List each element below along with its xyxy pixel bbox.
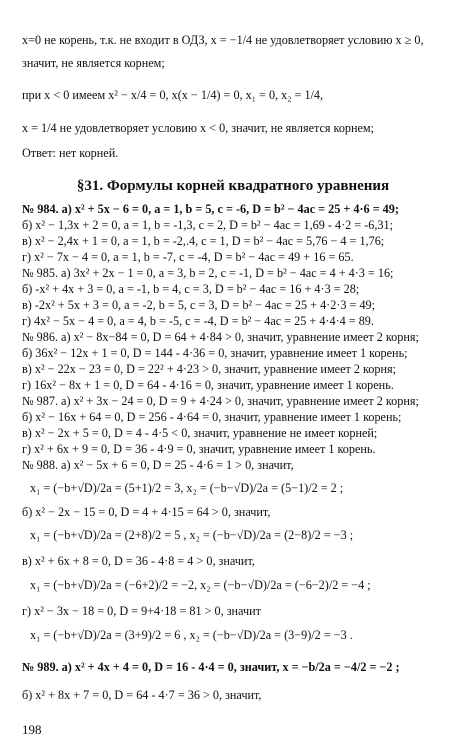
section-title: §31. Формулы корней квадратного уравнения <box>76 178 390 194</box>
answer-line: Ответ: нет корней. <box>22 146 119 160</box>
problem-987-d: г) x² + 6x + 9 = 0, D = 36 - 4·9 = 0, значит, уравнение имеет 1 корень. <box>22 442 376 456</box>
problem-986-b: б) 36x² − 12x + 1 = 0, D = 144 - 4·36 = 0, значит, уравнение имеет 1 корень; <box>22 346 408 360</box>
problem-987-a: № 987. а) x² + 3x − 24 = 0, D = 9 + 4·24 > 0, значит, уравнение имеет 2 корня; <box>22 394 419 408</box>
problem-987-c: в) x² − 2x + 5 = 0, D = 4 - 4·5 < 0, значит, уравнение не имеет корней; <box>22 426 378 440</box>
problem-984-a: № 984. а) x² + 5x − 6 = 0, a = 1, b = 5, c = -6, D = b² − 4ac = 25 + 4·6 = 49; <box>22 202 399 216</box>
problem-989-a: № 989. а) x² + 4x + 4 = 0, D = 16 - 4·4 = 0, значит, x = −b/2a = −4/2 = −2 ; <box>22 660 400 674</box>
problem-985-d: г) 4x² − 5x − 4 = 0, a = 4, b = -5, c = -4, D = b² − 4ac = 25 + 4·4·4 = 89. <box>22 314 374 328</box>
intro-line-1: x=0 не корень, т.к. не входит в ОДЗ, x = −1/4 не удовлетворяет условию x ≥ 0, <box>22 33 424 47</box>
problem-988-d-roots: x₁ = (−b+√D)/2a = (3+9)/2 = 6 , x₂ = (−b−√D)/2a = (3−9)/2 = −3 . <box>30 628 353 642</box>
problem-988-a-roots: x₁ = (−b+√D)/2a = (5+1)/2 = 3, x₂ = (−b−√D)/2a = (5−1)/2 = 2 ; <box>30 481 344 495</box>
problem-986-a: № 986. а) x² − 8x−84 = 0, D = 64 + 4·84 > 0, значит, уравнение имеет 2 корня; <box>22 330 419 344</box>
problem-985-c: в) -2x² + 5x + 3 = 0, a = -2, b = 5, c = 3, D = b² − 4ac = 25 + 4·2·3 = 49; <box>22 298 376 312</box>
problem-989-b: б) x² + 8x + 7 = 0, D = 64 - 4·7 = 36 > 0, значит, <box>22 688 262 702</box>
page-number: 198 <box>22 722 42 737</box>
problem-988-c-roots: x₁ = (−b+√D)/2a = (−6+2)/2 = −2, x₂ = (−b−√D)/2a = (−6−2)/2 = −4 ; <box>30 578 371 592</box>
intro-line-2: значит, не является корнем; <box>22 56 165 70</box>
problem-985-b: б) -x² + 4x + 3 = 0, a = -1, b = 4, c = 3, D = b² − 4ac = 16 + 4·3 = 28; <box>22 282 360 296</box>
problem-985-a: № 985. а) 3x² + 2x − 1 = 0, a = 3, b = 2, c = -1, D = b² − 4ac = 4 + 4·3 = 16; <box>22 266 394 280</box>
intro-line-4: x = 1/4 не удовлетворяет условию x < 0, значит, не является корнем; <box>22 121 375 135</box>
problem-988-b: б) x² − 2x − 15 = 0, D = 4 + 4·15 = 64 > 0, значит, <box>22 505 271 519</box>
problem-987-b: б) x² − 16x + 64 = 0, D = 256 - 4·64 = 0, значит, уравнение имеет 1 корень; <box>22 410 402 424</box>
problem-988-b-roots: x₁ = (−b+√D)/2a = (2+8)/2 = 5 , x₂ = (−b−√D)/2a = (2−8)/2 = −3 ; <box>30 528 354 542</box>
problem-988-d: г) x² − 3x − 18 = 0, D = 9+4·18 = 81 > 0, значит <box>22 604 261 618</box>
problem-984-c: в) x² − 2,4x + 1 = 0, a = 1, b = -2,.4, c = 1, D = b² − 4ac = 5,76 − 4 = 1,76; <box>22 234 385 248</box>
problem-986-d: г) 16x² − 8x + 1 = 0, D = 64 - 4·16 = 0, значит, уравнение имеет 1 корень. <box>22 378 394 392</box>
problem-988-a: № 988. а) x² − 5x + 6 = 0, D = 25 - 4·6 = 1 > 0, значит, <box>22 458 294 472</box>
intro-line-3: при x < 0 имеем x² − x/4 = 0, x(x − 1/4) = 0, x₁ = 0, x₂ = 1/4, <box>22 88 324 102</box>
problem-986-c: в) x² − 22x − 23 = 0, D = 22² + 4·23 > 0, значит, уравнение имеет 2 корня; <box>22 362 397 376</box>
problem-988-c: в) x² + 6x + 8 = 0, D = 36 - 4·8 = 4 > 0, значит, <box>22 554 255 568</box>
problem-984-b: б) x² − 1,3x + 2 = 0, a = 1, b = -1,3, c = 2, D = b² − 4ac = 1,69 - 4·2 = -6,31; <box>22 218 393 232</box>
problem-984-d: г) x² − 7x − 4 = 0, a = 1, b = -7, c = -4, D = b² − 4ac = 49 + 16 = 65. <box>22 250 354 264</box>
